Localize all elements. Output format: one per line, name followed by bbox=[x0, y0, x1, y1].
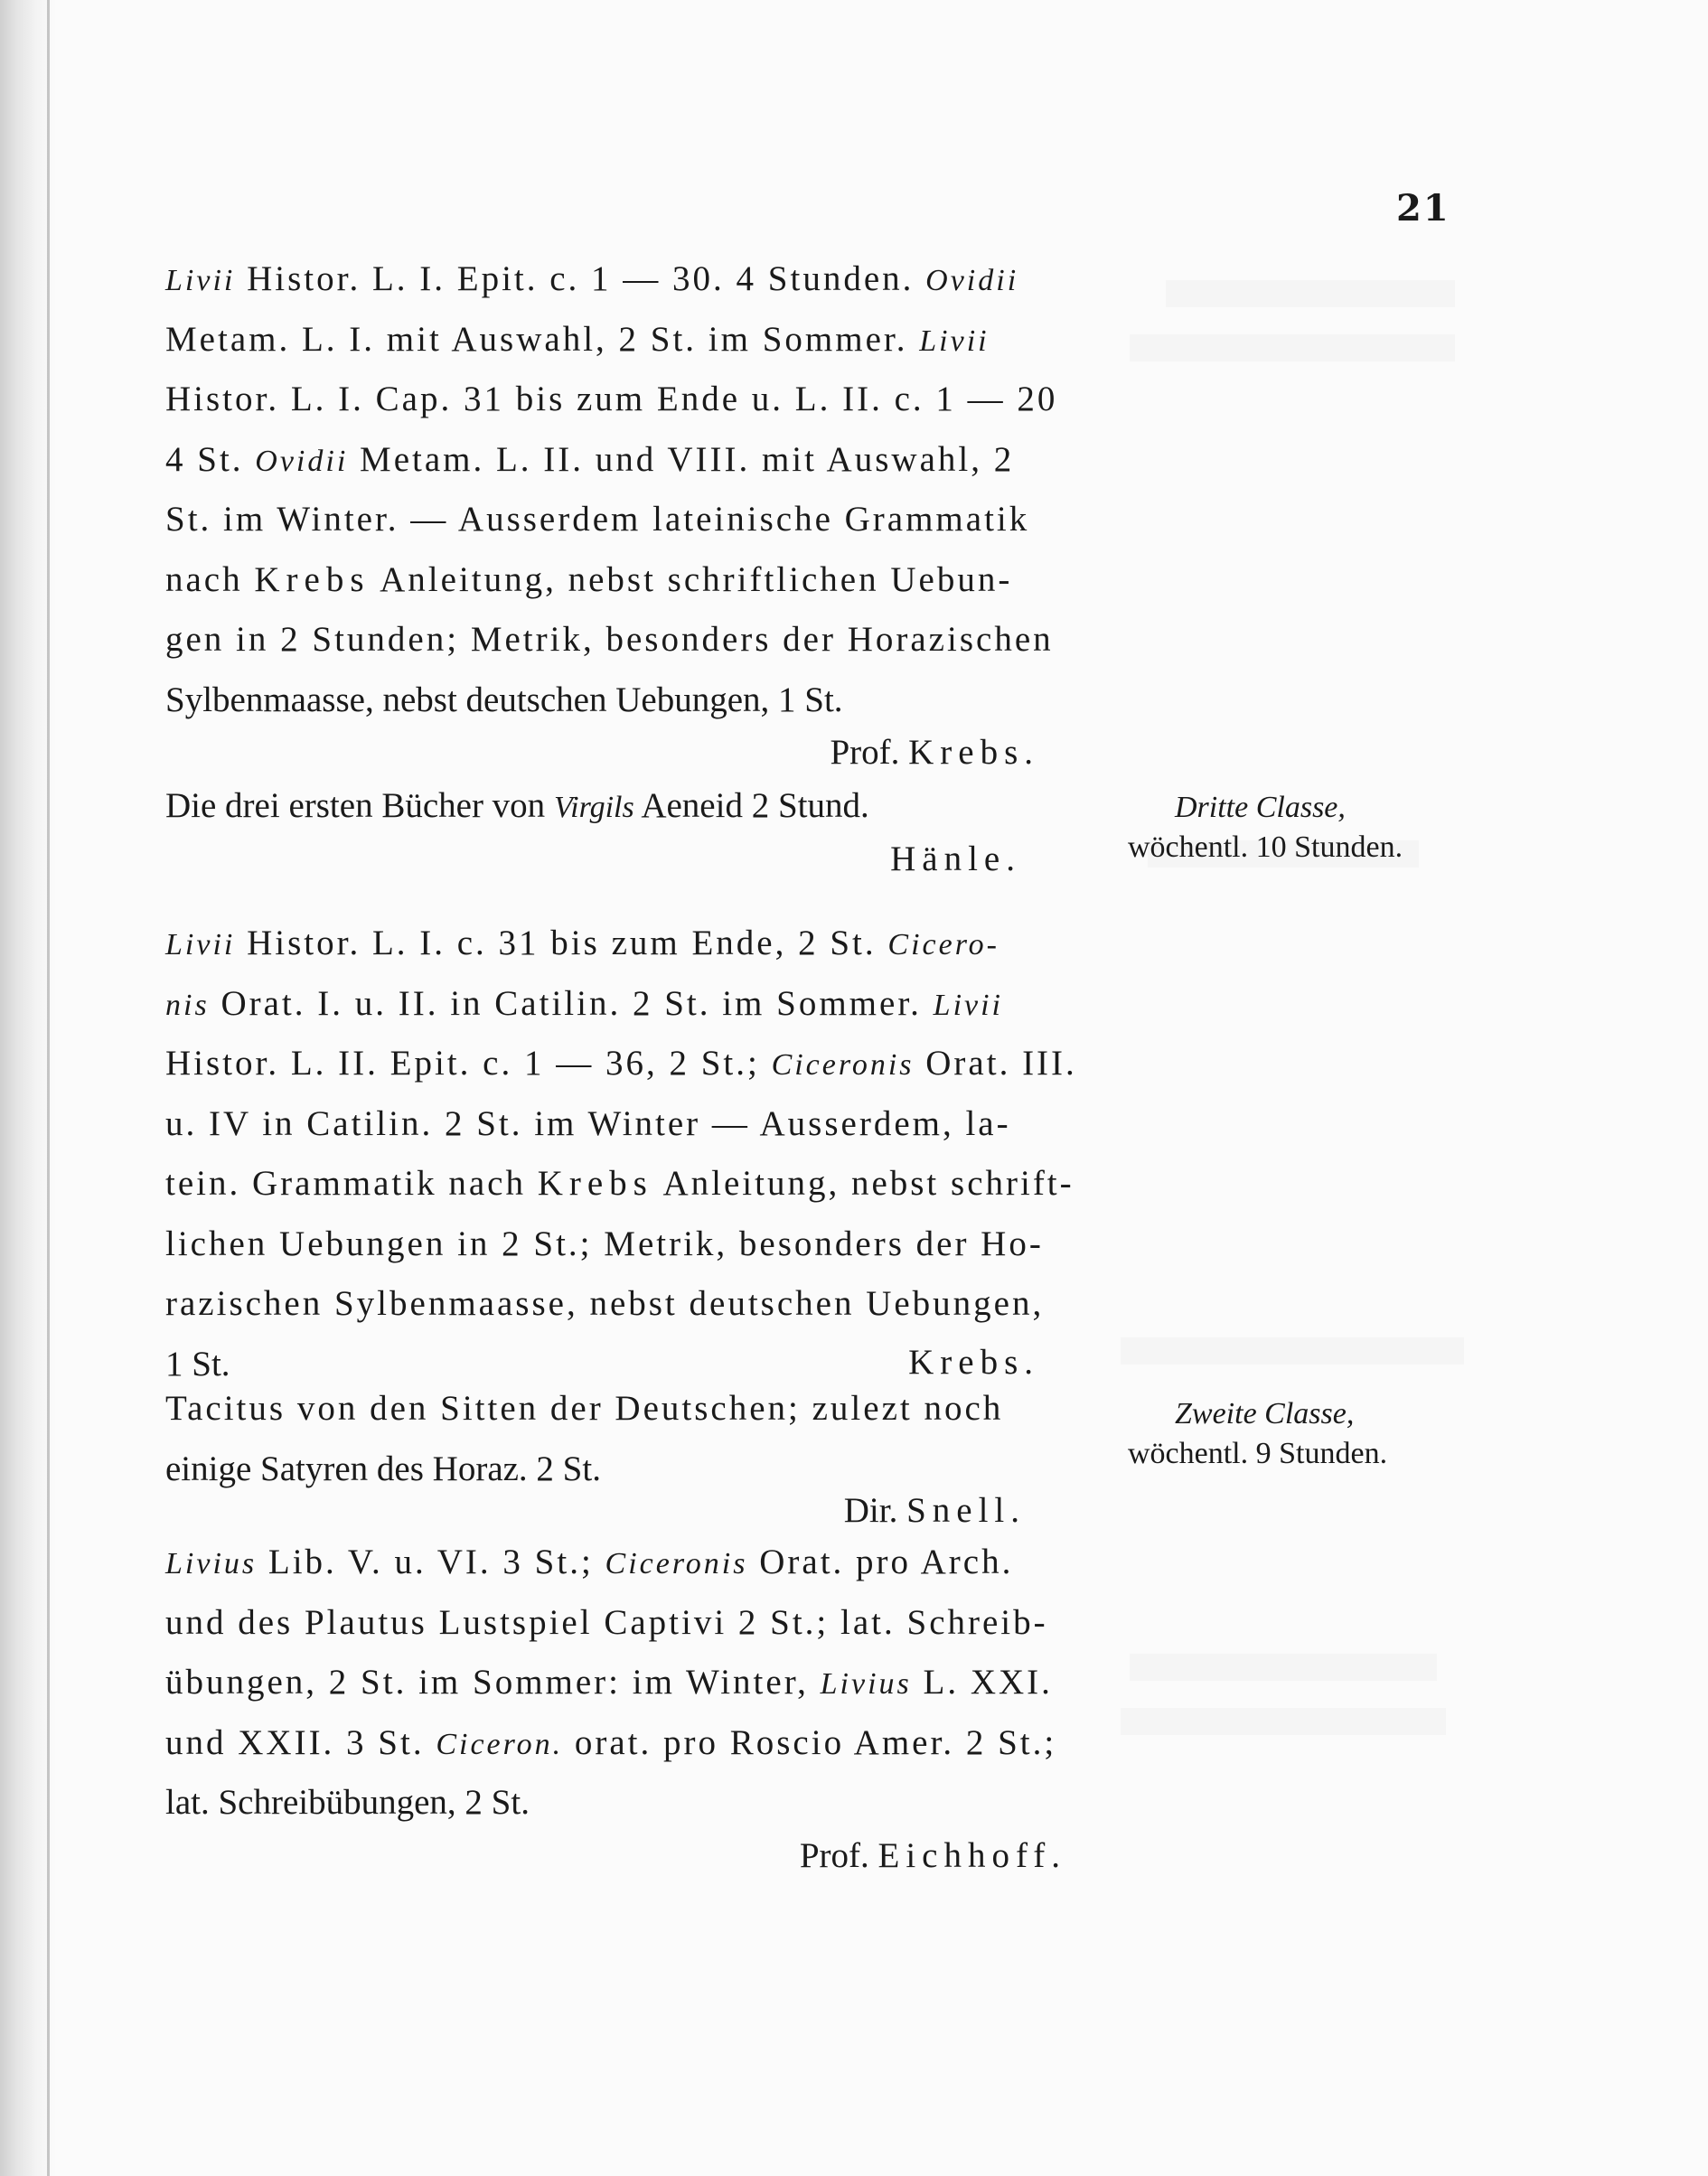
italic-term: Livius bbox=[820, 1667, 912, 1701]
text-run: Tacitus von den Sitten der Deutschen; zulezt noch bbox=[165, 1389, 1004, 1428]
text-line bbox=[165, 1448, 601, 1491]
margin-note-second-class bbox=[1128, 1394, 1388, 1474]
italic-term: Ciceronis bbox=[771, 1048, 915, 1082]
text-run: lichen Uebungen in 2 St.; Metrik, besonders der Ho- bbox=[165, 1224, 1044, 1263]
margin-note-class-name: Zweite Classe, bbox=[1175, 1397, 1355, 1430]
text-run: 4 St. bbox=[165, 439, 256, 479]
italic-term: Ciceron. bbox=[436, 1727, 564, 1761]
text-run: Orat. pro Arch. bbox=[747, 1543, 1014, 1581]
italic-term: Livii bbox=[165, 264, 236, 297]
text-run: Orat. I. u. II. in Catilin. 2 St. im Sommer. bbox=[209, 983, 934, 1023]
text-line bbox=[165, 1661, 1053, 1706]
text-run: Anleitung, nebst schrift- bbox=[652, 1164, 1075, 1203]
text-run: u. IV in Catilin. 2 St. im Winter — Ausserdem, la- bbox=[165, 1103, 1011, 1143]
margin-note-third-class bbox=[1128, 788, 1403, 868]
show-through-shadow bbox=[1130, 1654, 1437, 1681]
italic-term: Livii bbox=[919, 324, 990, 358]
text-run: Histor. L. I. Cap. 31 bis zum Ende u. L. II. c. 1 — 20 bbox=[165, 380, 1058, 418]
spaced-name: Snell. bbox=[906, 1491, 1026, 1530]
text-run: Metam. L. I. mit Auswahl, 2 St. im Sommer. bbox=[165, 319, 920, 359]
italic-term: nis bbox=[165, 988, 210, 1022]
gutter-edge bbox=[47, 0, 50, 2176]
text-line bbox=[165, 1601, 1048, 1645]
margin-note-class-name: Dritte Classe, bbox=[1175, 791, 1346, 824]
spaced-name: Krebs bbox=[254, 559, 371, 599]
text-run: Lib. V. u. VI. 3 St.; bbox=[257, 1543, 605, 1581]
italic-term: Ovidii bbox=[925, 264, 1019, 297]
text-line bbox=[165, 378, 1057, 421]
text-line bbox=[165, 1781, 530, 1824]
text-run: und des Plautus Lustspiel Captivi 2 St.; lat. Schreib- bbox=[165, 1602, 1048, 1642]
text-run: Sylbenmaasse, nebst deutschen Uebungen, 1 St. bbox=[165, 680, 843, 719]
text-run: St. im Winter. — Ausserdem lateinische Grammatik bbox=[165, 500, 1030, 539]
text-run: tein. Grammatik nach bbox=[165, 1164, 538, 1203]
text-line bbox=[165, 784, 869, 830]
text-line bbox=[165, 1042, 1077, 1087]
text-run: Dir. bbox=[843, 1491, 907, 1530]
text-line bbox=[165, 679, 843, 722]
spaced-name: Krebs. bbox=[908, 733, 1039, 772]
text-line bbox=[165, 1721, 1056, 1767]
text-run: Anleitung, nebst schriftlichen Uebun- bbox=[370, 559, 1013, 599]
text-run: und XXII. 3 St. bbox=[165, 1722, 436, 1762]
text-line bbox=[165, 982, 1003, 1027]
show-through-shadow bbox=[1130, 334, 1455, 361]
line-continuation bbox=[165, 1343, 230, 1386]
text-run: orat. pro Roscio Amer. 2 St.; bbox=[563, 1722, 1057, 1762]
spaced-name: Hänle. bbox=[890, 839, 1021, 878]
italic-term: Ciceronis bbox=[605, 1547, 748, 1580]
text-run: Prof. bbox=[799, 1835, 878, 1875]
text-run: Die drei ersten Bücher von bbox=[165, 786, 554, 825]
spaced-name: Krebs. bbox=[908, 1342, 1039, 1382]
italic-term: Virgils bbox=[553, 791, 634, 824]
text-line bbox=[165, 498, 1029, 541]
text-run: lat. Schreibübungen, 2 St. bbox=[165, 1783, 530, 1822]
spaced-name: Krebs bbox=[537, 1164, 653, 1203]
text-line bbox=[165, 318, 990, 363]
text-run: Histor. L. II. Epit. c. 1 — 36, 2 St.; bbox=[165, 1044, 772, 1083]
text-line bbox=[165, 1102, 1011, 1146]
text-line bbox=[165, 558, 1012, 602]
page-number: 21 bbox=[1396, 187, 1450, 230]
text-line bbox=[165, 1541, 1013, 1586]
text-run: razischen Sylbenmaasse, nebst deutschen Uebungen, bbox=[165, 1284, 1045, 1323]
margin-note-hours: wöchentl. 9 Stunden. bbox=[1128, 1437, 1388, 1470]
text-run: übungen, 2 St. im Sommer: im Winter, bbox=[165, 1663, 821, 1702]
text-run: Histor. L. I. Epit. c. 1 — 30. 4 Stunden. bbox=[235, 259, 926, 298]
text-run: 1 St. bbox=[165, 1344, 230, 1383]
text-line bbox=[165, 258, 1018, 303]
text-run: nach bbox=[165, 559, 255, 599]
text-line bbox=[165, 922, 999, 967]
text-line bbox=[165, 618, 1054, 661]
teacher-signature bbox=[844, 1489, 1026, 1533]
italic-term: Livii bbox=[933, 988, 1003, 1022]
text-run: Metam. L. II. und VIII. mit Auswahl, 2 bbox=[348, 439, 1015, 479]
text-line bbox=[165, 1223, 1044, 1266]
text-run: Aeneid 2 Stund. bbox=[633, 786, 869, 825]
teacher-signature bbox=[800, 1834, 1066, 1878]
teacher-signature bbox=[830, 731, 1039, 774]
text-line bbox=[165, 438, 1014, 483]
italic-term: Livii bbox=[165, 928, 236, 961]
italic-term: Ovidii bbox=[255, 444, 349, 478]
text-run: Prof. bbox=[830, 733, 909, 772]
teacher-signature bbox=[890, 838, 1021, 881]
italic-term: Cicero- bbox=[887, 928, 999, 961]
text-run: gen in 2 Stunden; Metrik, besonders der Horazischen bbox=[165, 620, 1054, 659]
show-through-shadow bbox=[1166, 280, 1455, 307]
text-line bbox=[165, 1282, 1044, 1326]
text-run: einige Satyren des Horaz. 2 St. bbox=[165, 1449, 601, 1488]
italic-term: Livius bbox=[165, 1547, 258, 1580]
show-through-shadow bbox=[1121, 1337, 1464, 1365]
text-line bbox=[165, 1387, 1003, 1430]
text-line bbox=[165, 1162, 1075, 1205]
text-run: Histor. L. I. c. 31 bis zum Ende, 2 St. bbox=[235, 924, 888, 962]
margin-note-hours: wöchentl. 10 Stunden. bbox=[1128, 830, 1403, 864]
text-run: Orat. III. bbox=[914, 1044, 1077, 1083]
show-through-shadow bbox=[1121, 1708, 1446, 1735]
teacher-signature bbox=[908, 1341, 1039, 1384]
spaced-name: Eichhoff. bbox=[877, 1835, 1066, 1875]
text-run: L. XXI. bbox=[911, 1663, 1053, 1702]
